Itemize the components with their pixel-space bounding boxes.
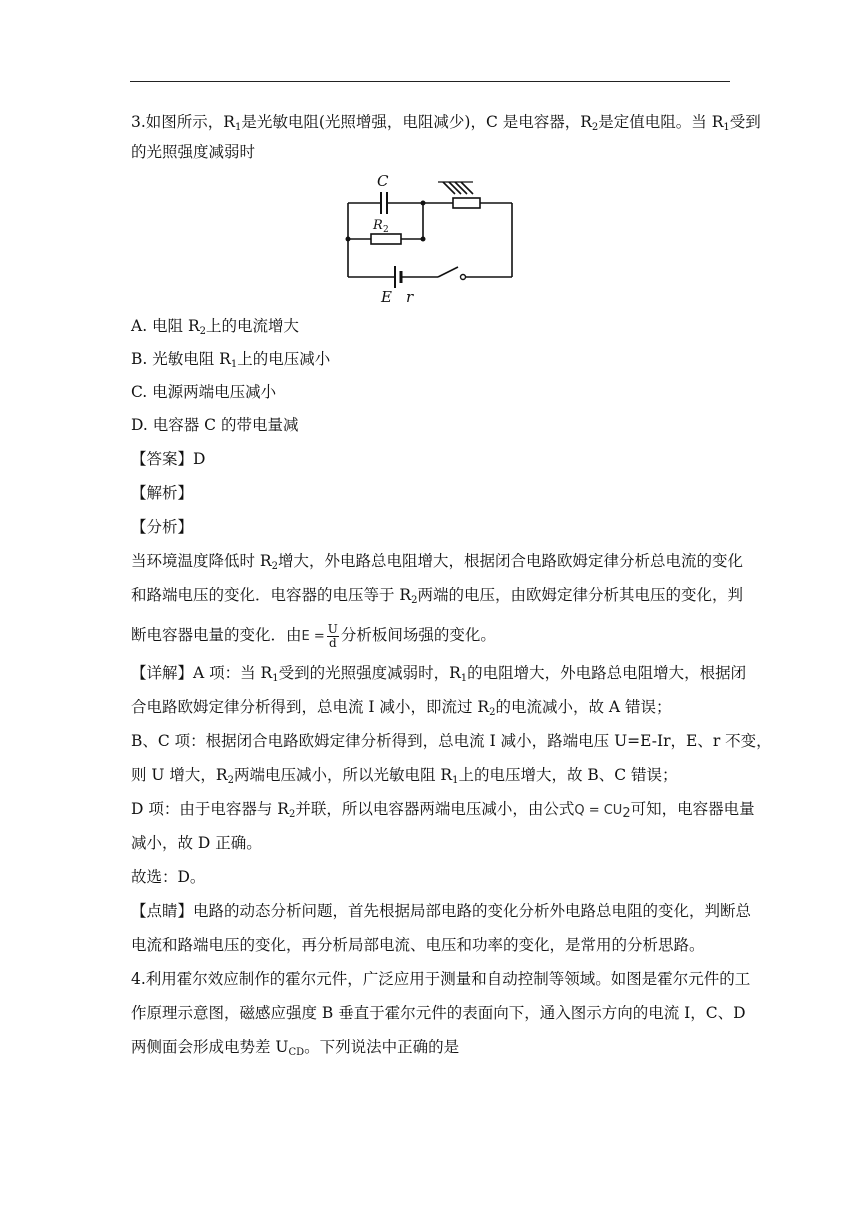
- subscript: 1: [234, 122, 242, 133]
- q3-stem-line1: [131, 112, 761, 138]
- fraction-denominator: d: [328, 635, 337, 650]
- fraction-numerator: U: [327, 621, 338, 636]
- label-r2: R: [373, 218, 383, 233]
- q4-line3: [131, 1037, 459, 1063]
- subscript: 2: [489, 707, 496, 718]
- detail-line2: [131, 697, 672, 723]
- option-b-text: B. 光敏电阻 R: [131, 350, 231, 368]
- detail-line3: B、C 项：根据闭合电路欧姆定律分析得到，总电流 I 减小，路端电压 U=E-Ir，E、r 不变，: [131, 732, 772, 750]
- subscript: 1: [452, 775, 459, 786]
- junction-dot: [421, 237, 426, 242]
- q3-stem-text: 是光敏电阻(光照增强，电阻减少)，C 是电容器，R: [241, 113, 592, 131]
- option-d: D. 电容器 C 的带电量减: [131, 416, 299, 434]
- label-c: C: [377, 172, 389, 190]
- subscript: 1: [460, 673, 468, 684]
- analysis-text: 两端的电压，由欧姆定律分析其电压的变化，判: [417, 586, 743, 604]
- jiexi-heading: 【解析】: [131, 484, 194, 502]
- subscript: 2: [411, 595, 418, 606]
- light-arrow: [449, 182, 461, 194]
- option-a: [131, 316, 299, 342]
- detail-text: 可知，电容器电量: [630, 800, 755, 818]
- analysis-text: 和路端电压的变化．电容器的电压等于 R: [131, 586, 412, 604]
- q4-text: 两侧面会形成电势差 U: [131, 1038, 289, 1056]
- header-rule: [130, 81, 730, 82]
- detail-text: 的电流减小，故 A 错误；: [495, 698, 672, 716]
- q3-stem-text: 是定值电阻。当 R: [598, 113, 724, 131]
- detail-line5: [131, 799, 755, 825]
- detail-text: 的电阻增大，外电路总电阻增大，根据闭: [467, 664, 747, 682]
- detail-text: 受到的光照强度减弱时，R: [278, 664, 461, 682]
- analysis-text: 分析板间场强的变化。: [340, 626, 496, 644]
- note-line1: 【点睛】电路的动态分析问题，首先根据局部电路的变化分析外电路总电阻的变化，判断总: [131, 902, 752, 920]
- option-a-text: A. 电阻 R: [131, 317, 200, 335]
- detail-line6: 减小，故 D 正确。: [131, 834, 262, 852]
- q4-line2: 作原理示意图，磁感应强度 B 垂直于霍尔元件的表面向下，通入图示方向的电流 I，C、D: [131, 1004, 746, 1022]
- detail-text: 并联，所以电容器两端电压减小，由公式: [295, 800, 575, 818]
- formula-e: E =: [301, 629, 325, 644]
- detail-text: D 项：由于电容器与 R: [131, 800, 289, 818]
- formula-q: Q = CU: [574, 803, 623, 818]
- subscript: 2: [591, 122, 599, 133]
- option-c: C. 电源两端电压减小: [131, 383, 277, 401]
- q3-stem-text: 3.如图所示，R: [131, 113, 235, 131]
- subscript: 1: [230, 359, 238, 370]
- detail-text: 【详解】A 项：当 R: [131, 664, 273, 682]
- subscript: 2: [271, 561, 278, 572]
- detail-text: 上的电压增大，故 B、C 错误；: [458, 766, 678, 784]
- subscript: CD: [288, 1047, 305, 1058]
- light-arrow: [455, 182, 467, 194]
- subscript: 2: [227, 775, 234, 786]
- analysis-line1: [131, 551, 743, 577]
- label-e: E: [381, 288, 392, 306]
- analysis-text: 增大，外电路总电阻增大，根据闭合电路欧姆定律分析总电流的变化: [277, 552, 743, 570]
- q3-stem-line2: 的光照强度减弱时: [131, 143, 256, 161]
- label-r: r: [406, 288, 414, 306]
- photoresistor-r1: [453, 198, 480, 208]
- light-arrow: [461, 182, 473, 194]
- option-b-text: 上的电压减小: [237, 350, 331, 368]
- analysis-text: 断电容器电量的变化．由: [131, 626, 302, 644]
- analysis-line2: [131, 585, 743, 611]
- detail-text: 合电路欧姆定律分析得到，总电流 I 减小，即流过 R: [131, 698, 490, 716]
- subscript: 2: [288, 809, 296, 820]
- choose-line: 故选：D。: [131, 868, 206, 886]
- switch-contact: [461, 275, 466, 280]
- subscript: 2: [622, 806, 631, 821]
- fraction-u-over-d: [327, 623, 339, 650]
- analysis-line3: [131, 620, 496, 652]
- q4-line1: 4.利用霍尔效应制作的霍尔元件，广泛应用于测量和自动控制等领域。如图是霍尔元件的工: [131, 970, 751, 988]
- subscript: 1: [272, 673, 279, 684]
- label-r2-sub: 2: [383, 225, 389, 235]
- subscript: 1: [723, 122, 730, 133]
- note-line2: 电流和路端电压的变化，再分析局部电流、电压和功率的变化，是常用的分析思路。: [131, 936, 705, 954]
- junction-dot: [421, 201, 426, 206]
- analysis-text: 当环境温度降低时 R: [131, 552, 272, 570]
- detail-line4: [131, 765, 678, 791]
- q3-stem-text: 受到: [729, 113, 761, 131]
- fenxi-heading: 【分析】: [131, 518, 194, 536]
- option-a-text: 上的电流增大: [206, 317, 300, 335]
- q4-text: 。下列说法中正确的是: [304, 1038, 460, 1056]
- subscript: 2: [199, 326, 207, 337]
- option-b: [131, 349, 330, 375]
- detail-text: 两端电压减小，所以光敏电阻 R: [233, 766, 453, 784]
- detail-text: 则 U 增大，R: [131, 766, 228, 784]
- resistor-r2: [371, 234, 401, 244]
- junction-dot: [346, 237, 351, 242]
- circuit-diagram: [343, 172, 517, 307]
- detail-line1: [131, 663, 746, 689]
- answer-line: 【答案】D: [131, 450, 206, 468]
- light-arrow: [443, 182, 455, 194]
- switch-arm: [438, 267, 458, 277]
